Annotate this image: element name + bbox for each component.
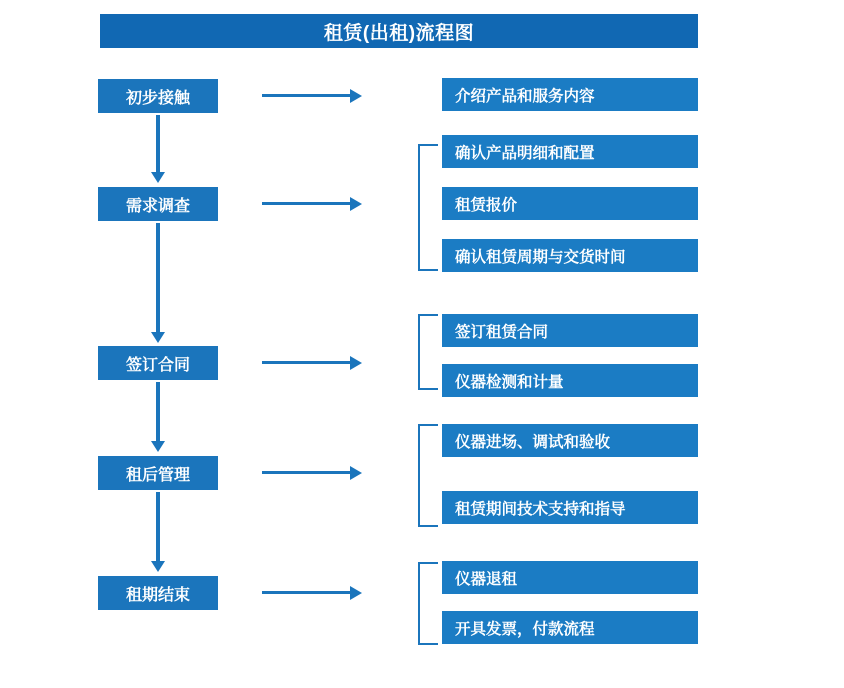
group-bracket-demand [418,144,438,271]
branch-arrow-5 [262,591,350,594]
connector-arrow-4 [156,492,160,562]
stage-box-demand-survey[interactable]: 需求调查 [98,187,218,221]
branch-arrow-3 [262,361,350,364]
task-box-instrument-check[interactable]: 仪器检测和计量 [442,364,698,397]
stage-box-lease-end[interactable]: 租期结束 [98,576,218,610]
stage-box-post-rent-mgmt[interactable]: 租后管理 [98,456,218,490]
task-box-invoice-payment[interactable]: 开具发票，付款流程 [442,611,698,644]
task-box-rental-quote[interactable]: 租赁报价 [442,187,698,220]
connector-arrow-1 [156,115,160,173]
task-box-return-instrument[interactable]: 仪器退租 [442,561,698,594]
task-box-site-entry[interactable]: 仪器进场、调试和验收 [442,424,698,457]
stage-box-sign-contract[interactable]: 签订合同 [98,346,218,380]
task-box-tech-support[interactable]: 租赁期间技术支持和指导 [442,491,698,524]
connector-arrow-2 [156,223,160,333]
branch-arrow-2 [262,202,350,205]
group-bracket-postrent [418,424,438,527]
group-bracket-contract [418,314,438,390]
stage-box-initial-contact[interactable]: 初步接触 [98,79,218,113]
branch-arrow-4 [262,471,350,474]
branch-arrow-1 [262,94,350,97]
task-box-confirm-spec[interactable]: 确认产品明细和配置 [442,135,698,168]
task-box-intro-products[interactable]: 介绍产品和服务内容 [442,78,698,111]
page-title: 租赁(出租)流程图 [100,14,698,48]
connector-arrow-3 [156,382,160,442]
task-box-sign-lease[interactable]: 签订租赁合同 [442,314,698,347]
task-box-confirm-period[interactable]: 确认租赁周期与交货时间 [442,239,698,272]
group-bracket-leaseend [418,562,438,645]
